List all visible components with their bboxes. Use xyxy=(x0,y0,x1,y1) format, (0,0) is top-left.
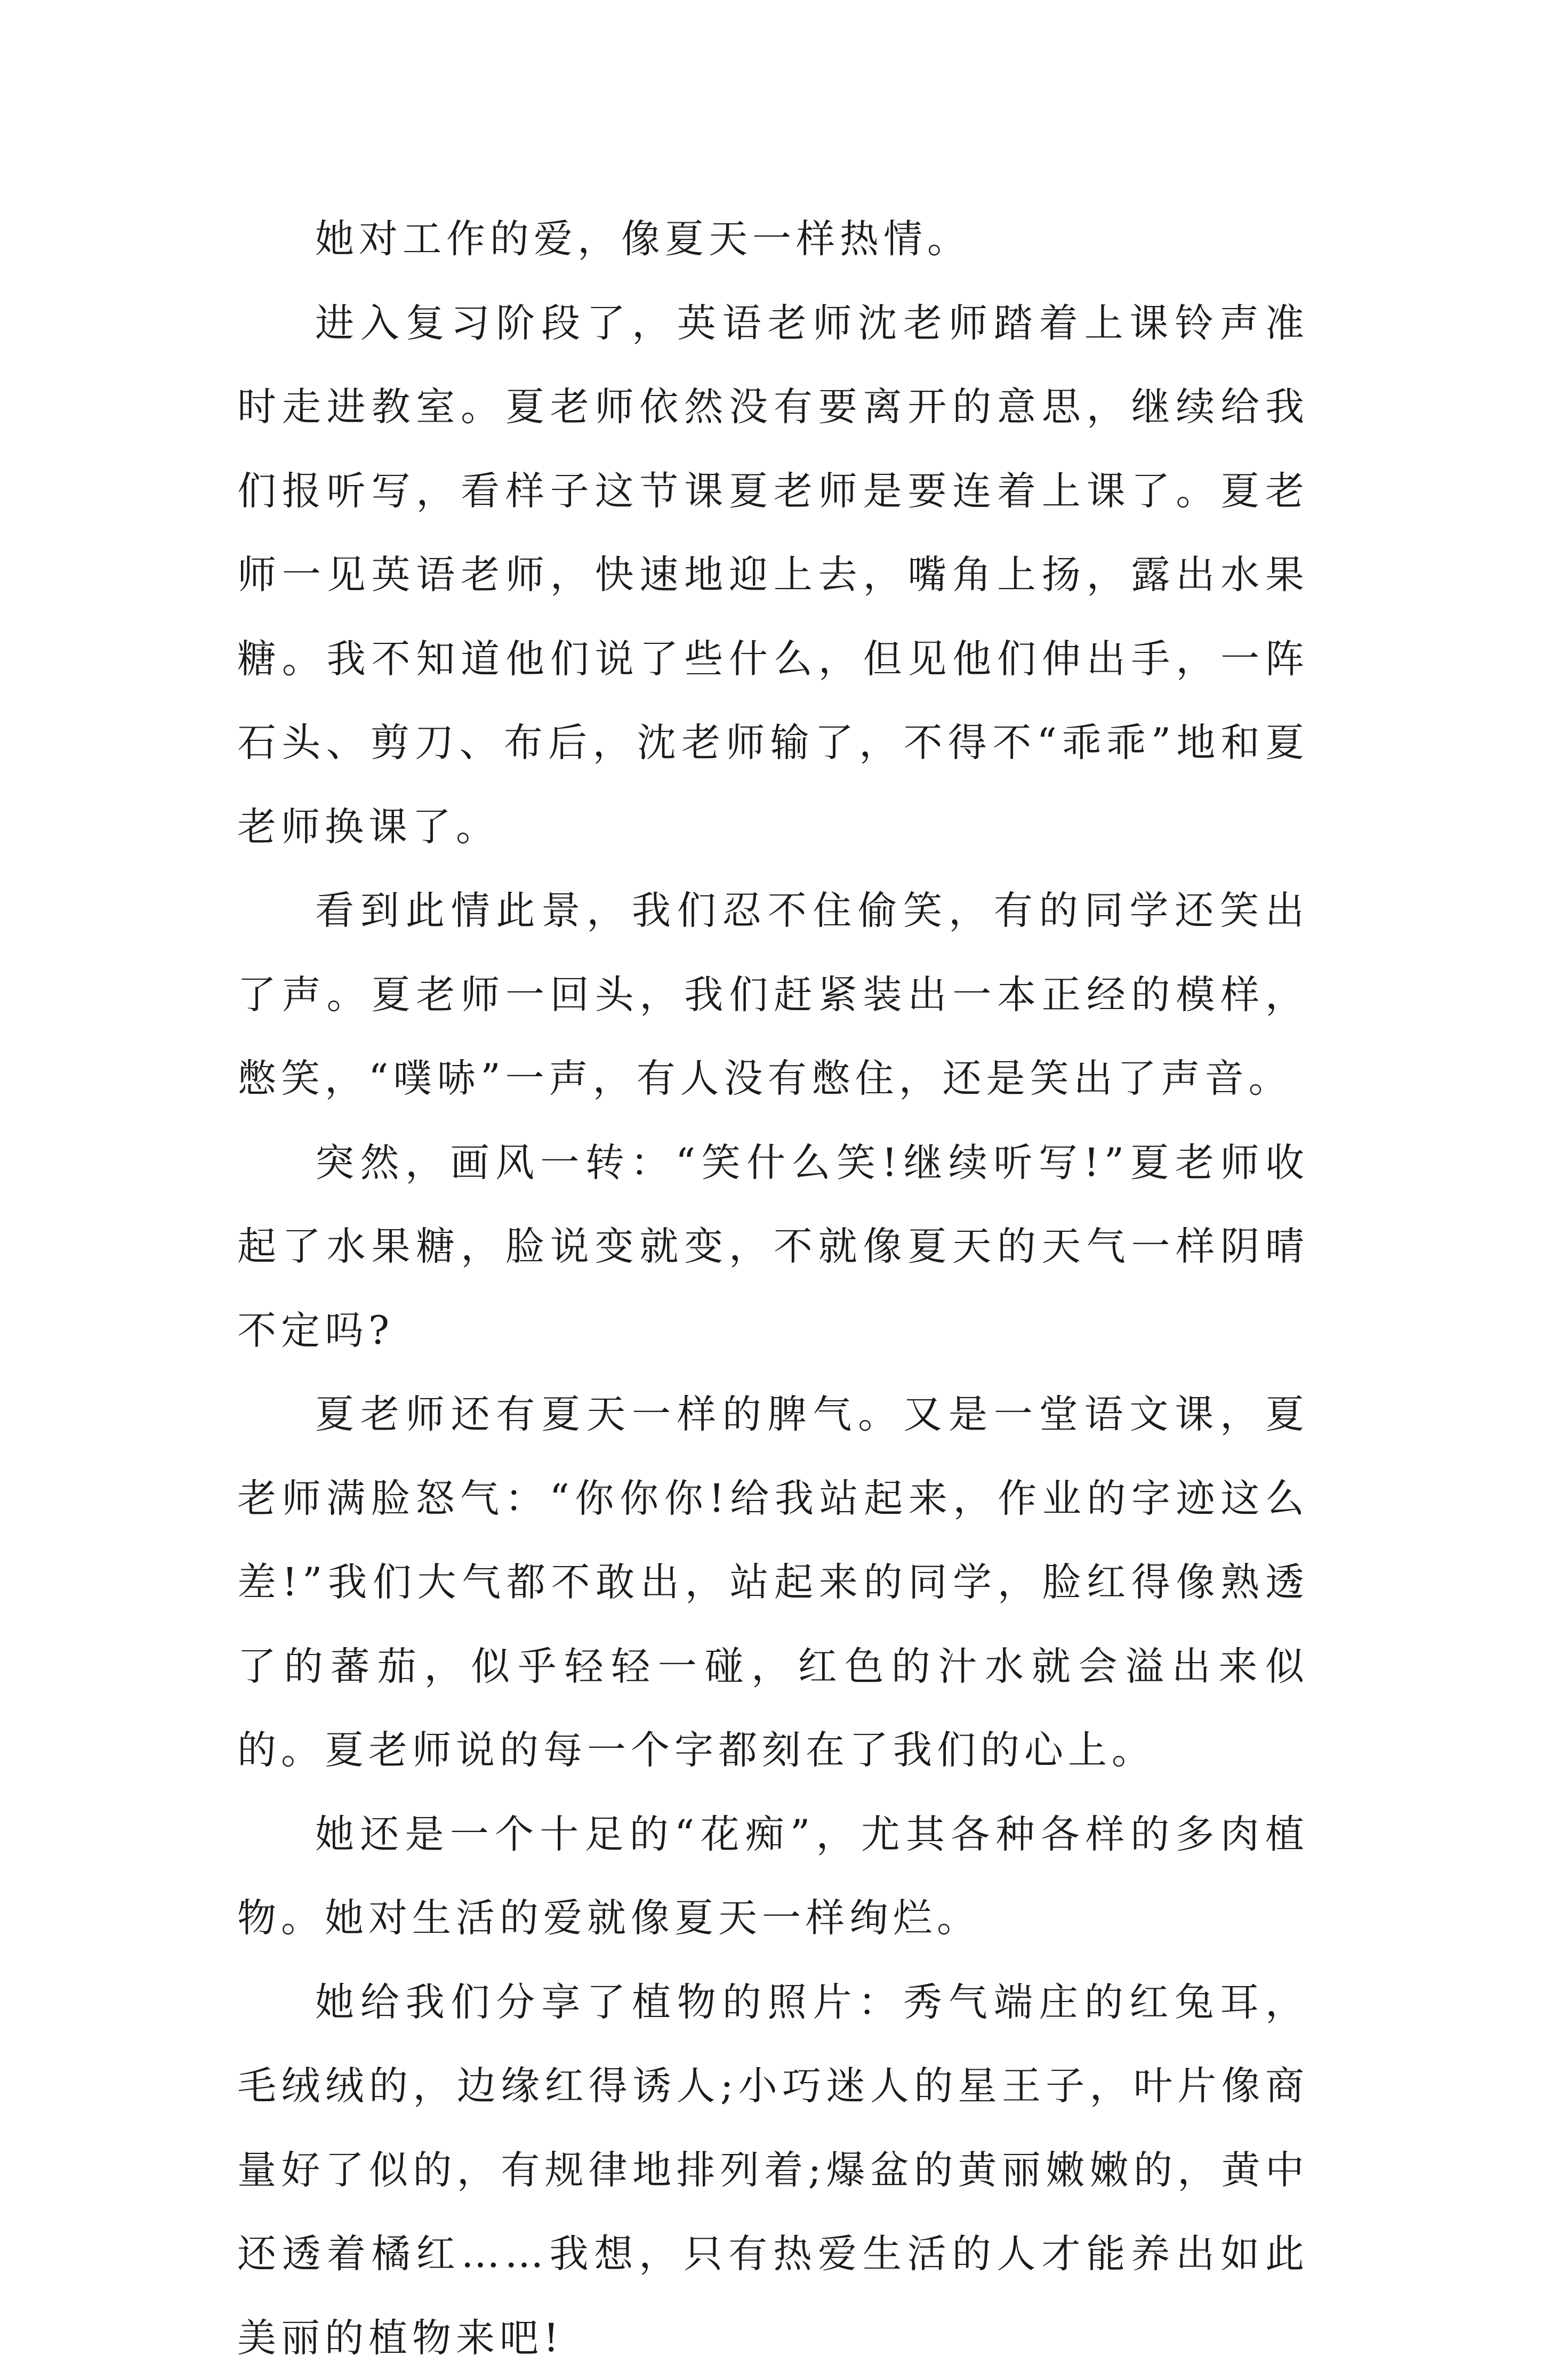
paragraph: 进入复习阶段了，英语老师沈老师踏着上课铃声准时走进教室。夏老师依然没有要离开的意思，继续给我们报听写，看样子这节课夏老师是要连着上课了。夏老师一见英语老师，快速地迎上去，嘴角上扬，露出水果糖。我不知道他们说了些什么，但见他们伸出手，一阵石头、剪刀、布后，沈老师输了，不得不“乖乖”地和夏老师换课了。 xyxy=(237,281,1309,869)
paragraph: 她给我们分享了植物的照片：秀气端庄的红兔耳，毛绒绒的，边缘红得诱人;小巧迷人的星王子，叶片像商量好了似的，有规律地排列着;爆盆的黄丽嫩嫩的，黄中还透着橘红……我想，只有热爱生活的人才能养出如此美丽的植物来吧! xyxy=(237,1961,1309,2380)
paragraph: 她还是一个十足的“花痴”，尤其各种各样的多肉植物。她对生活的爱就像夏天一样绚烂。 xyxy=(237,1793,1309,1961)
paragraph: 夏老师还有夏天一样的脾气。又是一堂语文课，夏老师满脸怒气：“你你你!给我站起来，作业的字迹这么差!”我们大气都不敢出，站起来的同学，脸红得像熟透了的蕃茄，似乎轻轻一碰，红色的汁水就会溢出来似的。夏老师说的每一个字都刻在了我们的心上。 xyxy=(237,1373,1309,1793)
paragraph: 看到此情此景，我们忍不住偷笑，有的同学还笑出了声。夏老师一回头，我们赶紧装出一本正经的模样，憋笑，“噗哧”一声，有人没有憋住，还是笑出了声音。 xyxy=(237,869,1309,1121)
paragraph: 她对工作的爱，像夏天一样热情。 xyxy=(237,197,1309,281)
document-body xyxy=(237,197,1309,2380)
paragraph: 突然，画风一转：“笑什么笑!继续听写!”夏老师收起了水果糖，脸说变就变，不就像夏天的天气一样阴晴不定吗? xyxy=(237,1121,1309,1373)
